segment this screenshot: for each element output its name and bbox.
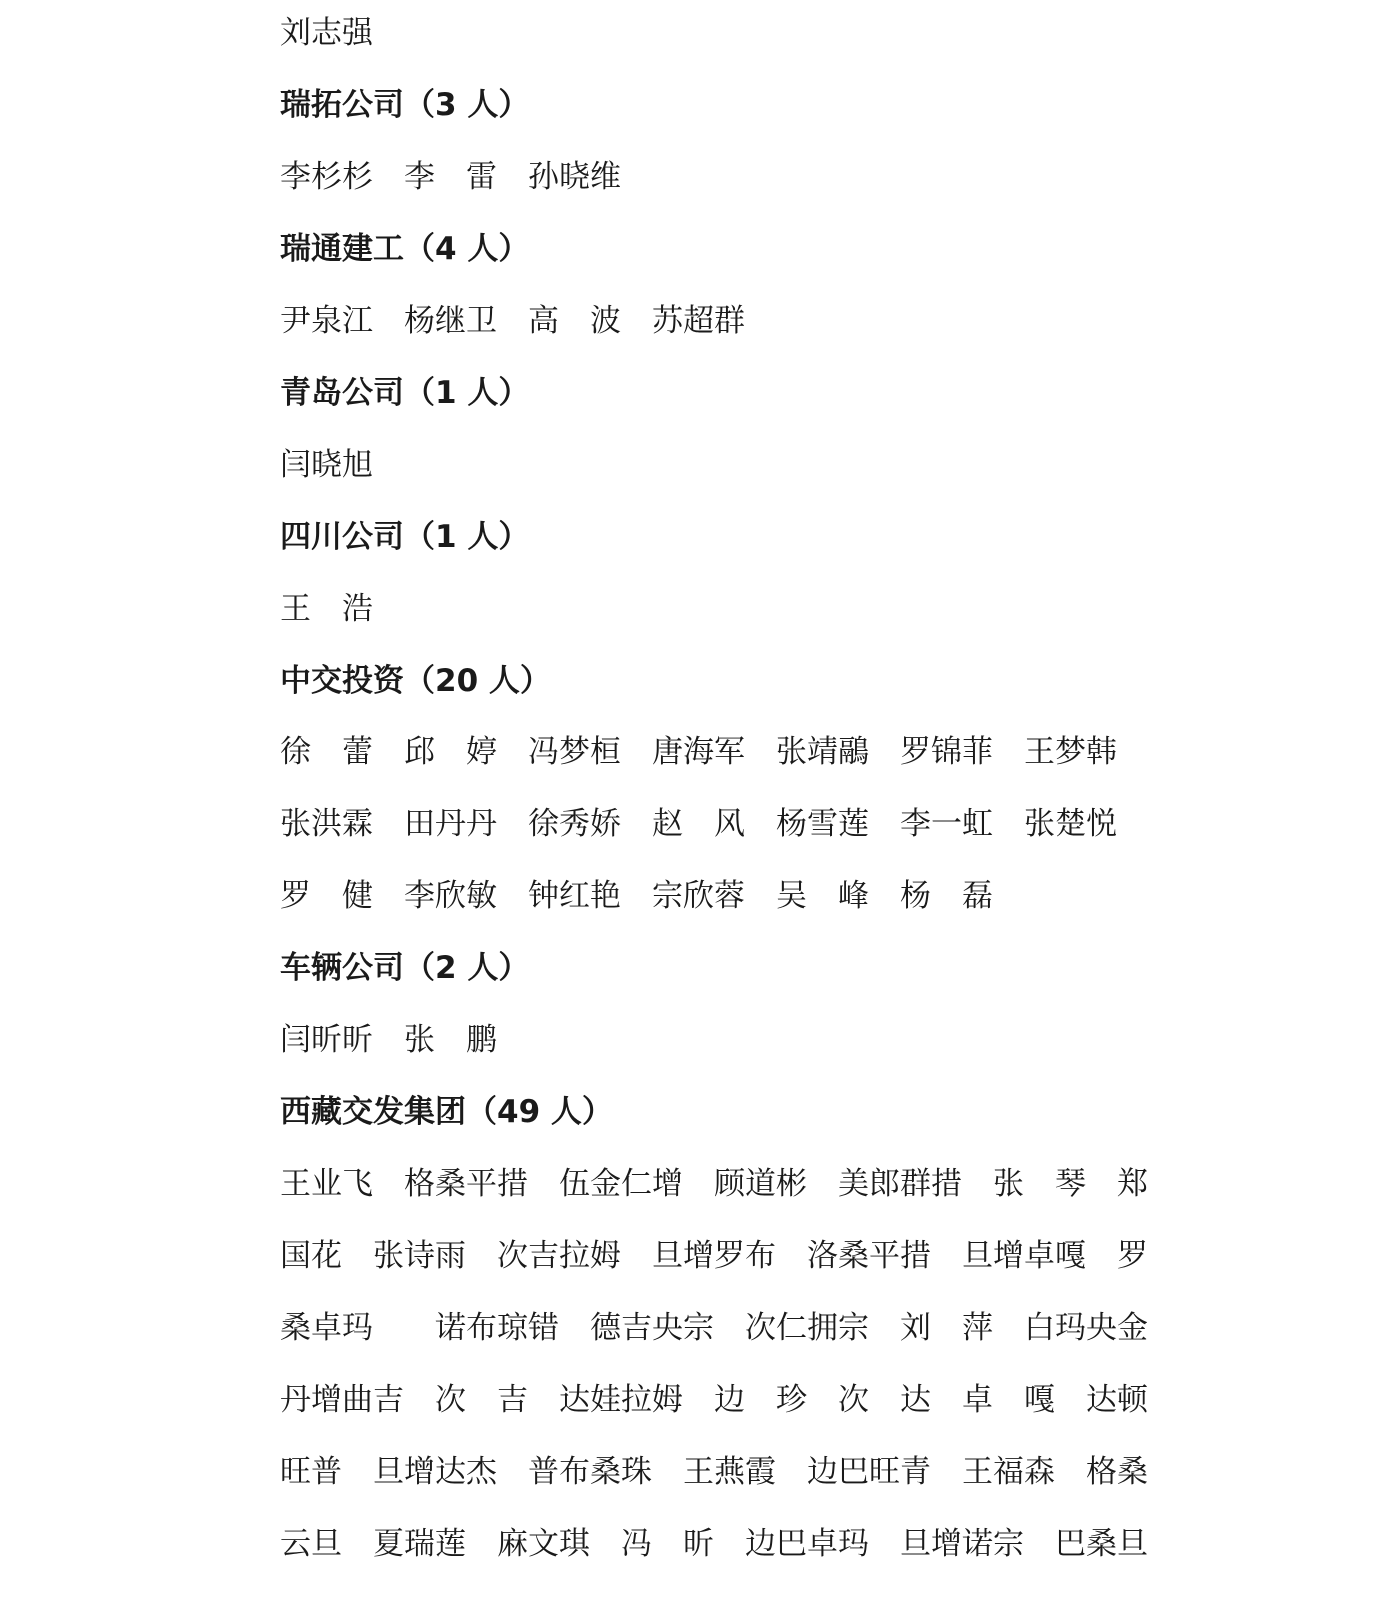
name-line: 闫晓旭: [280, 447, 373, 483]
name-line: 闫昕昕 张 鹏: [280, 1022, 497, 1058]
section-heading: 车辆公司（2 人）: [280, 950, 530, 986]
section-heading: 西藏交发集团（49 人）: [280, 1094, 613, 1130]
name-line: 王业飞 格桑平措 伍金仁增 顾道彬 美郎群措 张 琴 郑: [280, 1166, 1148, 1202]
name-line: 罗 健 李欣敏 钟红艳 宗欣蓉 吴 峰 杨 磊: [280, 878, 993, 914]
name-line: 张洪霖 田丹丹 徐秀娇 赵 风 杨雪莲 李一虹 张楚悦: [280, 806, 1117, 842]
section-heading: 中交投资（20 人）: [280, 663, 551, 699]
section-heading: 瑞通建工（4 人）: [280, 231, 530, 267]
name-line: 刘志强: [280, 15, 373, 51]
name-line: 王 浩: [280, 591, 373, 627]
name-line: 徐 蕾 邱 婷 冯梦桓 唐海军 张靖鷊 罗锦菲 王梦韩: [280, 734, 1117, 770]
name-line: 尹泉江 杨继卫 高 波 苏超群: [280, 303, 745, 339]
name-line: 国花 张诗雨 次吉拉姆 旦增罗布 洛桑平措 旦增卓嘎 罗: [280, 1238, 1148, 1274]
name-line: 旺普 旦增达杰 普布桑珠 王燕霞 边巴旺青 王福森 格桑: [280, 1454, 1148, 1490]
name-line: 丹增曲吉 次 吉 达娃拉姆 边 珍 次 达 卓 嘎 达顿: [280, 1382, 1148, 1418]
section-heading: 四川公司（1 人）: [280, 519, 530, 555]
name-line: 桑卓玛 诺布琼错 德吉央宗 次仁拥宗 刘 萍 白玛央金: [280, 1310, 1148, 1346]
name-line: 云旦 夏瑞莲 麻文琪 冯 昕 边巴卓玛 旦增诺宗 巴桑旦: [280, 1526, 1148, 1562]
section-heading: 青岛公司（1 人）: [280, 375, 530, 411]
name-line: 李杉杉 李 雷 孙晓维: [280, 159, 621, 195]
section-heading: 瑞拓公司（3 人）: [280, 87, 530, 123]
